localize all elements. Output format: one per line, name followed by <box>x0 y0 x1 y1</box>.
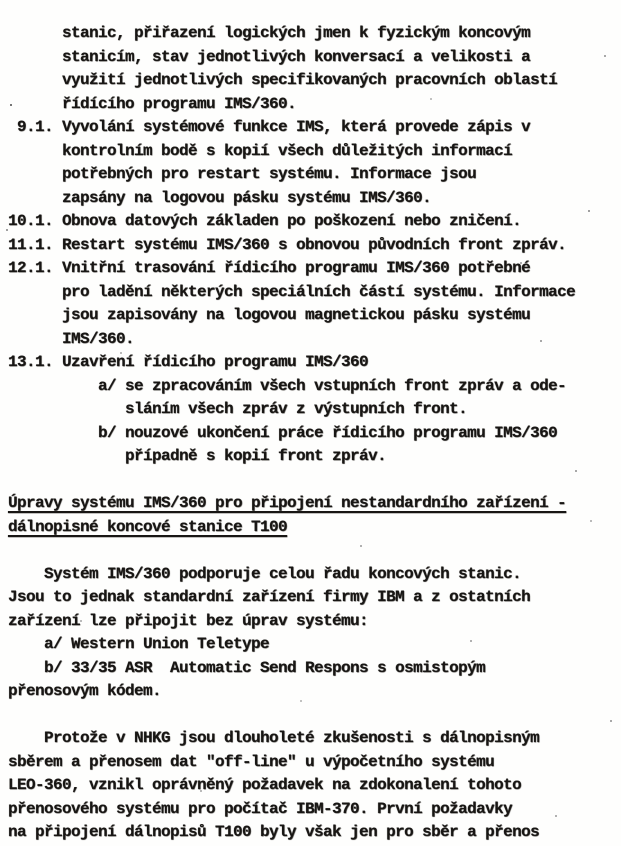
scan-noise-specks <box>0 0 2 2</box>
list-item-line: 11.1. Restart systému IMS/360 s obnovou původních front zpráv. <box>8 235 567 254</box>
paragraph-line: stanic, přiřazení logických jmen k fyzickým koncovým <box>8 24 531 42</box>
device-list-line: b/ 33/35 ASR Automatic Send Respons s osmistopým <box>8 658 486 677</box>
paragraph-line: Protože v NHKG jsou dlouholeté zkušenosti s dálnopisným <box>8 729 540 747</box>
section-heading-line: Úpravy systému IMS/360 pro připojení nestandardního zařízení - <box>8 494 567 512</box>
paragraph-line: stanicím, stav jednotlivých konversací a velikosti a <box>8 47 531 66</box>
paragraph-line: Jsou to jednak standardní zařízení firmy IBM a z ostatních <box>8 588 531 606</box>
document-text-block <box>8 22 621 845</box>
list-item-line: 13.1. Uzavření řídicího programu IMS/360 <box>8 353 369 371</box>
paragraph-line: zařízení lze připojit bez úprav systému: <box>8 611 369 630</box>
list-item-line: 9.1. Vyvolání systémové funkce IMS, která provede zápis v <box>8 118 531 136</box>
list-item-line: 12.1. Vnitřní trasování řídicího programu IMS/360 potřebné <box>8 259 531 277</box>
blank-line <box>8 539 621 563</box>
device-list-line: a/ Western Union Teletype <box>8 635 270 653</box>
section-heading-line: dálnopisné koncové stanice T100 <box>8 517 288 536</box>
list-item-line: zapsány na logovou pásku systému IMS/360. <box>8 188 432 207</box>
list-item-line: 10.1. Obnova datových základen po poškození nebo zničení. <box>8 212 522 230</box>
list-item-line: jsou zapisovány na logovou magnetickou pásku systému <box>8 306 531 324</box>
list-item-line: pro ladění některých speciálních částí systému. Informace <box>8 282 576 301</box>
paragraph-line: LEO-360, vznikl oprávněný požadavek na zdokonalení tohoto <box>8 776 522 794</box>
paragraph-line: Systém IMS/360 podporuje celou řadu koncových stanic. <box>8 564 522 583</box>
paragraph-line: sběrem a přenosem dat "off-line" u výpočetního systému <box>8 752 495 771</box>
list-item-line: kontrolním bodě s kopií všech důležitých informací <box>8 141 513 160</box>
paragraph-line: přenosovým kódem. <box>8 682 162 700</box>
paragraph-line: na připojení dálnopisů T100 byly však jen pro sběr a přenos <box>8 823 540 841</box>
blank-line <box>8 704 621 728</box>
paragraph-line: přenosového systému pro počítač IBM-370. První požadavky <box>8 799 513 818</box>
paragraph-line: řídícího programu IMS/360. <box>8 94 297 113</box>
blank-line <box>8 469 621 493</box>
paragraph-line: využití jednotlivých specifikovaných pracovních oblastí <box>8 71 558 89</box>
list-subitem-line: a/ se zpracováním všech vstupních front zpráv a ode- <box>8 376 567 395</box>
list-subitem-line: případně s kopií front zpráv. <box>8 447 387 465</box>
list-item-line: potřebných pro restart systému. Informace jsou <box>8 165 477 183</box>
list-item-line: IMS/360. <box>8 329 135 348</box>
list-subitem-line: b/ nouzové ukončení práce řídicího programu IMS/360 <box>8 423 558 442</box>
list-subitem-line: sláním všech zpráv z výstupních front. <box>8 400 468 418</box>
